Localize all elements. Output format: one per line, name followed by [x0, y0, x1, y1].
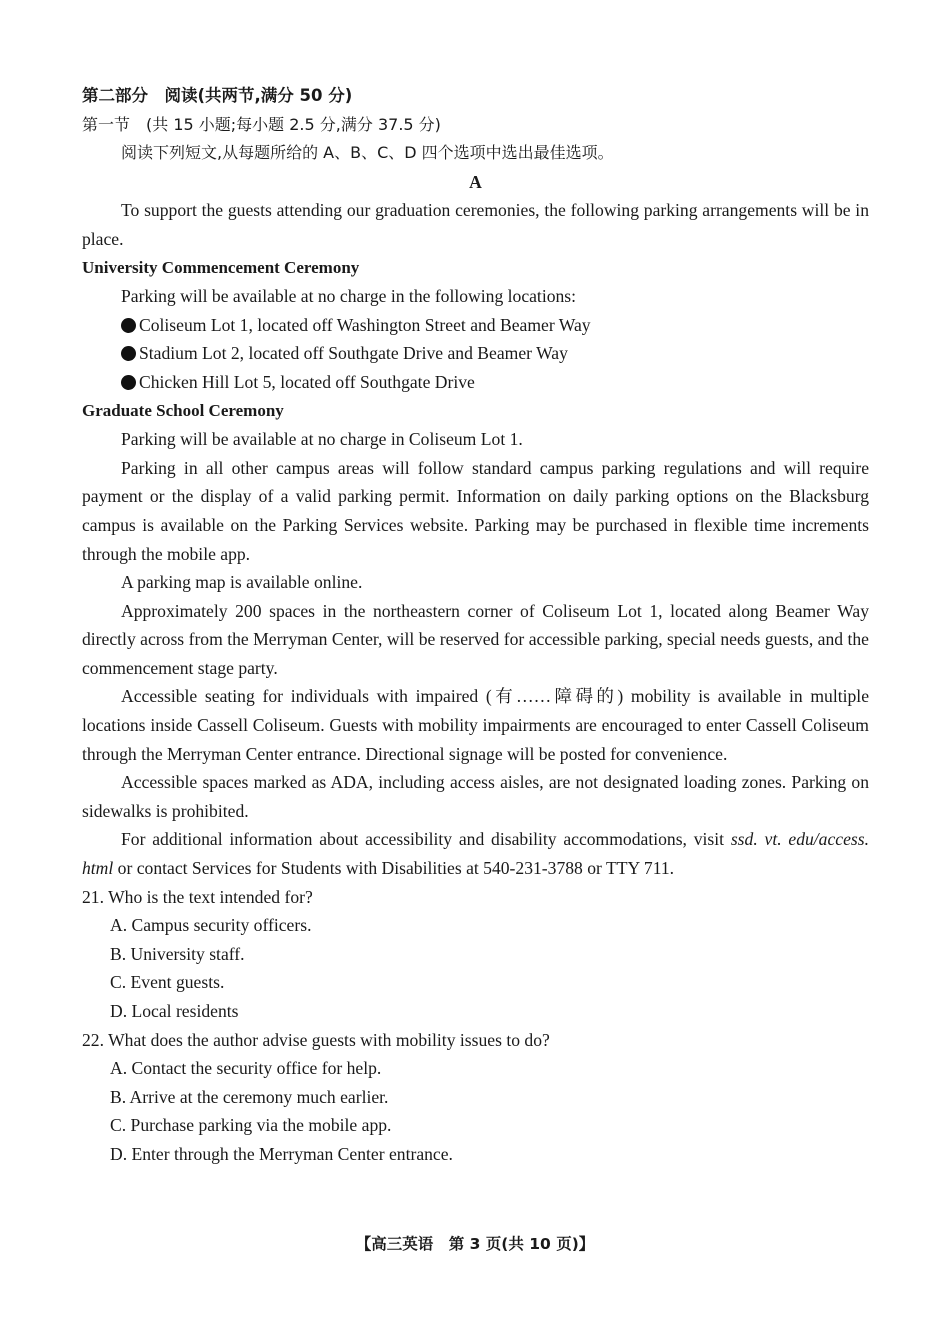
bullet-item: Chicken Hill Lot 5, located off Southgate Drive	[82, 368, 869, 397]
subheading-graduate: Graduate School Ceremony	[82, 400, 284, 420]
website-link: ssd. vt. edu/access. html	[82, 829, 869, 879]
paragraph: For additional information about accessibility and disability accommodations, visit ssd. vt. edu/access. html or contact Services for Students with Disabilities at 540-231-3788 or TTY 711.	[82, 829, 869, 879]
option-b: B. Arrive at the ceremony much earlier.	[110, 1086, 389, 1107]
option-c: C. Event guests.	[110, 972, 225, 993]
option-a: A. Contact the security office for help.	[110, 1058, 382, 1079]
bullet-icon	[121, 375, 136, 390]
bullet-icon	[121, 346, 136, 361]
option-c: C. Purchase parking via the mobile app.	[110, 1115, 392, 1136]
question-stem: 21. Who is the text intended for?	[82, 886, 313, 907]
question-22	[82, 1026, 869, 1169]
commencement-text: Parking will be available at no charge in the following locations:	[121, 286, 577, 307]
exam-page	[82, 82, 869, 1169]
bullet-item: Coliseum Lot 1, located off Washington Street and Beamer Way	[82, 311, 869, 340]
option-a: A. Campus security officers.	[110, 915, 312, 936]
paragraph: Approximately 200 spaces in the northeastern corner of Coliseum Lot 1, located along Beamer Way directly across from the Merryman Center, will be reserved for accessible parking, special needs guests, and the commencement stage party.	[82, 600, 869, 678]
intro-paragraph: To support the guests attending our graduation ceremonies, the following parking arrangements will be in place.	[82, 200, 869, 249]
bullet-item: Stadium Lot 2, located off Southgate Drive and Beamer Way	[82, 339, 869, 368]
bullet-icon	[121, 318, 136, 333]
option-d: D. Local residents	[110, 1001, 239, 1021]
question-stem: 22. What does the author advise guests with mobility issues to do?	[82, 1029, 550, 1050]
graduate-text: Parking will be available at no charge in Coliseum Lot 1.	[121, 429, 523, 450]
paragraph: Accessible seating for individuals with impaired (有……障碍的) mobility is available in multiple locations inside Cassell Coliseum. Guests with mobility impairments are encouraged to enter Cassell Coliseum through the Merryman Center entrance. Directional signage will be posted for convenience.	[82, 686, 869, 764]
passage-label: A	[469, 171, 482, 192]
question-21	[82, 883, 869, 1026]
paragraph: Accessible spaces marked as ADA, including access aisles, are not designated loading zones. Parking on sidewalks is prohibited.	[82, 772, 869, 821]
option-b: B. University staff.	[110, 943, 245, 964]
section-title: 第一节 (共 15 小题;每小题 2.5 分,满分 37.5 分)	[82, 114, 441, 134]
instruction: 阅读下列短文,从每题所给的 A、B、C、D 四个选项中选出最佳选项。	[121, 143, 614, 163]
paragraph: Parking in all other campus areas will follow standard campus parking regulations and will require payment or the display of a valid parking permit. Information on daily parking options on the Blacksburg campus is available on the Parking Services website. Parking may be purchased in flexible time increments through the mobile app.	[82, 457, 869, 564]
paragraph: A parking map is available online.	[121, 572, 363, 593]
part-title: 第二部分 阅读(共两节,满分 50 分)	[82, 86, 353, 105]
option-d: D. Enter through the Merryman Center entrance.	[110, 1143, 453, 1164]
page-footer: 【高三英语 第 3 页(共 10 页)】	[355, 1235, 595, 1253]
subheading-commencement: University Commencement Ceremony	[82, 257, 360, 277]
